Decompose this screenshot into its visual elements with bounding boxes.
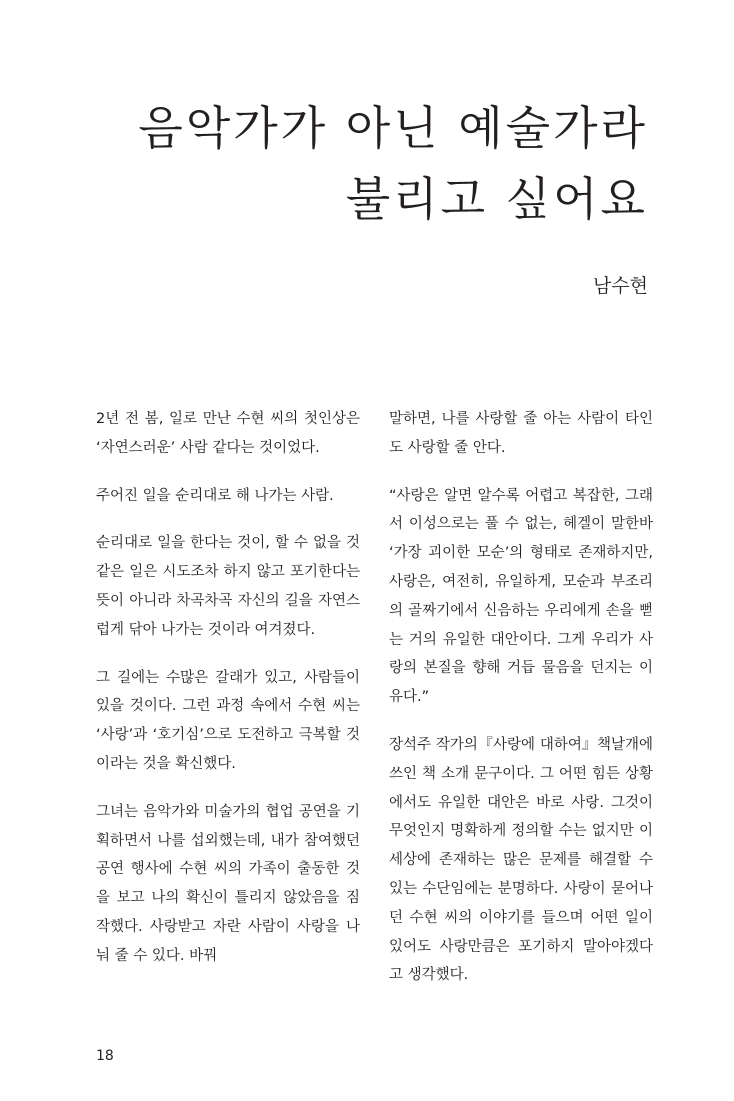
- paragraph: 그 길에는 수많은 갈래가 있고, 사람들이 있을 것이다. 그런 과정 속에서 수현 씨는 ‘사랑’과 ‘호기심’으로 도전하고 극복할 것이라는 것을 확신했다.: [96, 669, 360, 772]
- body-column-left: [96, 405, 360, 971]
- body-column-right: [389, 405, 653, 990]
- paragraph: 주어진 일을 순리대로 해 나가는 사람.: [96, 487, 334, 504]
- paragraph: 말하면, 나를 사랑할 줄 아는 사람이 타인도 사랑할 줄 안다.: [389, 411, 653, 456]
- paragraph: “사랑은 알면 알수록 어렵고 복잡한, 그래서 이성으로는 풀 수 없는, 헤겔이 말한바 ‘가장 괴이한 모순’의 형태로 존재하지만, 사랑은, 여전히, 유일하게, 모순과 부조리의 골짜기에서 신음하는 우리에게 손을 뻗는 거의 유일한 대안이다. 그게 우리가 사랑의 본질을 향해 거듭 물음을 던지는 이유다.”: [389, 487, 653, 706]
- article-title-line-1: 음악가가 아닌 예술가라: [138, 101, 648, 155]
- paragraph: 그녀는 음악가와 미술가의 협업 공연을 기획하면서 나를 섭외했는데, 내가 참여했던 공연 행사에 수현 씨의 가족이 출동한 것을 보고 나의 확신이 틀리지 않았음을 짐작했다. 사랑받고 자란 사람이 사랑을 나눠 줄 수 있다. 바꿔: [96, 803, 360, 964]
- author-name: 남수현: [592, 275, 648, 297]
- page-number: 18: [96, 1048, 114, 1064]
- paragraph: 장석주 작가의『사랑에 대하여』책날개에 쓰인 책 소개 문구이다. 그 어떤 힘든 상황에서도 유일한 대안은 바로 사랑. 그것이 무엇인지 명확하게 정의할 수는 없지만 이 세상에 존재하는 많은 문제를 해결할 수 있는 수단임에는 분명하다. 사랑이 묻어나던 수현 씨의 이야기를 들으며 어떤 일이 있어도 사랑만큼은 포기하지 말아야겠다고 생각했다.: [389, 736, 653, 984]
- paragraph: 2년 전 봄, 일로 만난 수현 씨의 첫인상은 ‘자연스러운’ 사람 같다는 것이었다.: [96, 411, 360, 456]
- article-title-line-2: 불리고 싶어요: [345, 172, 648, 226]
- paragraph: 순리대로 일을 한다는 것이, 할 수 없을 것 같은 일은 시도조차 하지 않고 포기한다는 뜻이 아니라 차곡차곡 자신의 길을 자연스럽게 닦아 나가는 것이라 여겨졌다.: [96, 535, 360, 638]
